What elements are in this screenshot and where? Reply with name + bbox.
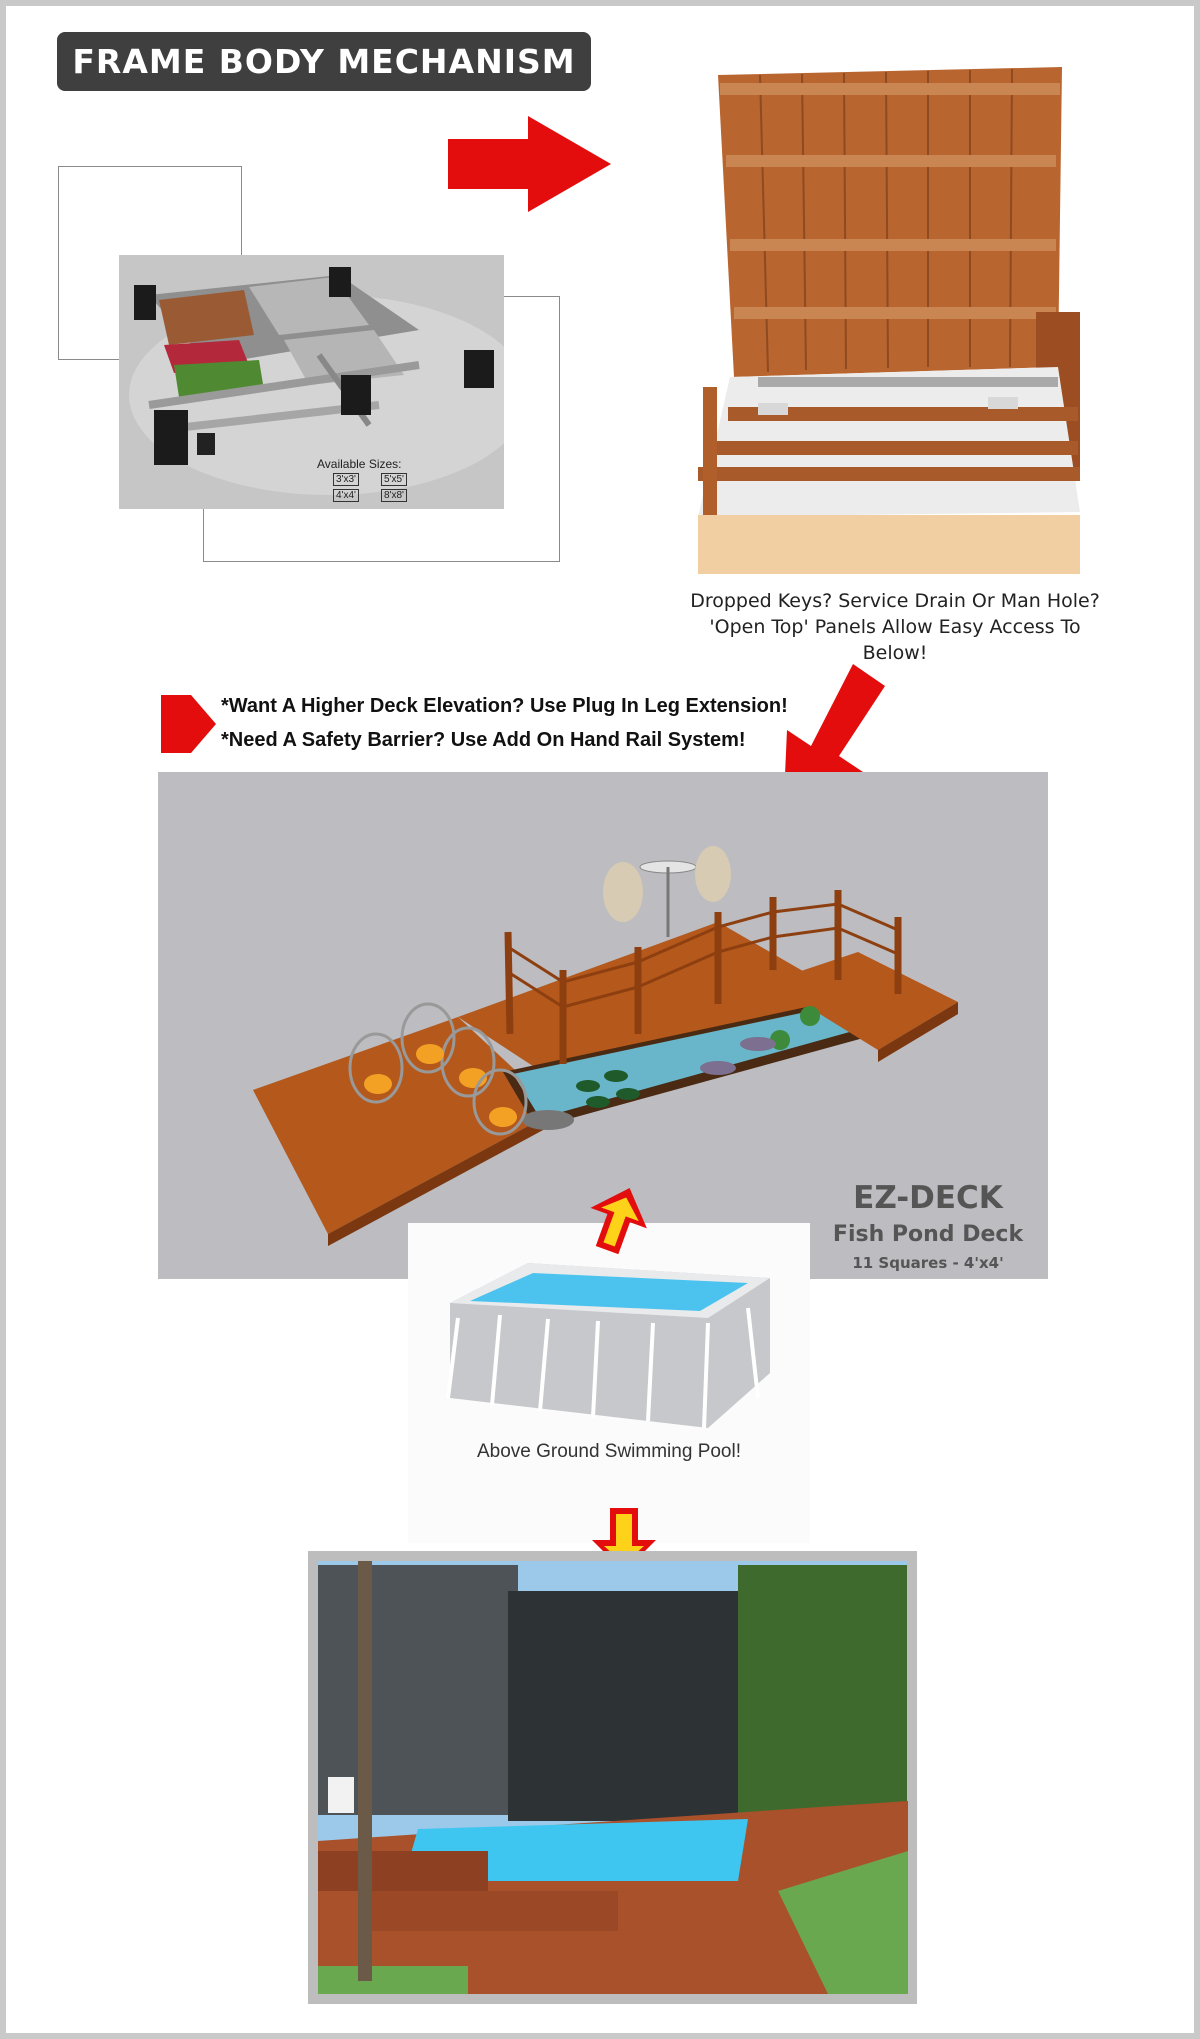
deck-name: Fish Pond Deck (832, 1222, 1024, 1247)
backyard-pool-deck-photo (308, 1551, 917, 2004)
note-pointer-icon (161, 695, 216, 753)
access-caption (690, 588, 1100, 666)
frame-mechanism-photo (119, 255, 504, 509)
size-label: 4'x4' (333, 489, 359, 502)
size-label: 8'x8' (381, 489, 407, 502)
access-caption-line2: 'Open Top' Panels Allow Easy Access To Below! (709, 616, 1081, 664)
sizes-heading: Available Sizes: (317, 457, 402, 471)
note-hand-rail: *Need A Safety Barrier? Use Add On Hand Rail System! (221, 729, 746, 751)
above-ground-pool-image (408, 1223, 810, 1543)
open-top-panel-photo (698, 67, 1080, 574)
pool-caption: Above Ground Swimming Pool! (476, 1441, 741, 1462)
size-label: 5'x5' (381, 473, 407, 486)
arrow-right-icon (448, 116, 611, 212)
access-caption-line1: Dropped Keys? Service Drain Or Man Hole? (690, 590, 1100, 612)
deck-spec: 11 Squares - 4'x4' (852, 1254, 1004, 1272)
note-leg-extension: *Want A Higher Deck Elevation? Use Plug In Leg Extension! (221, 695, 788, 717)
deck-brand: EZ-DECK (853, 1180, 1003, 1216)
arrow-up-icon (586, 1186, 650, 1254)
page-title: FRAME BODY MECHANISM (57, 32, 591, 91)
size-label: 3'x3' (333, 473, 359, 486)
